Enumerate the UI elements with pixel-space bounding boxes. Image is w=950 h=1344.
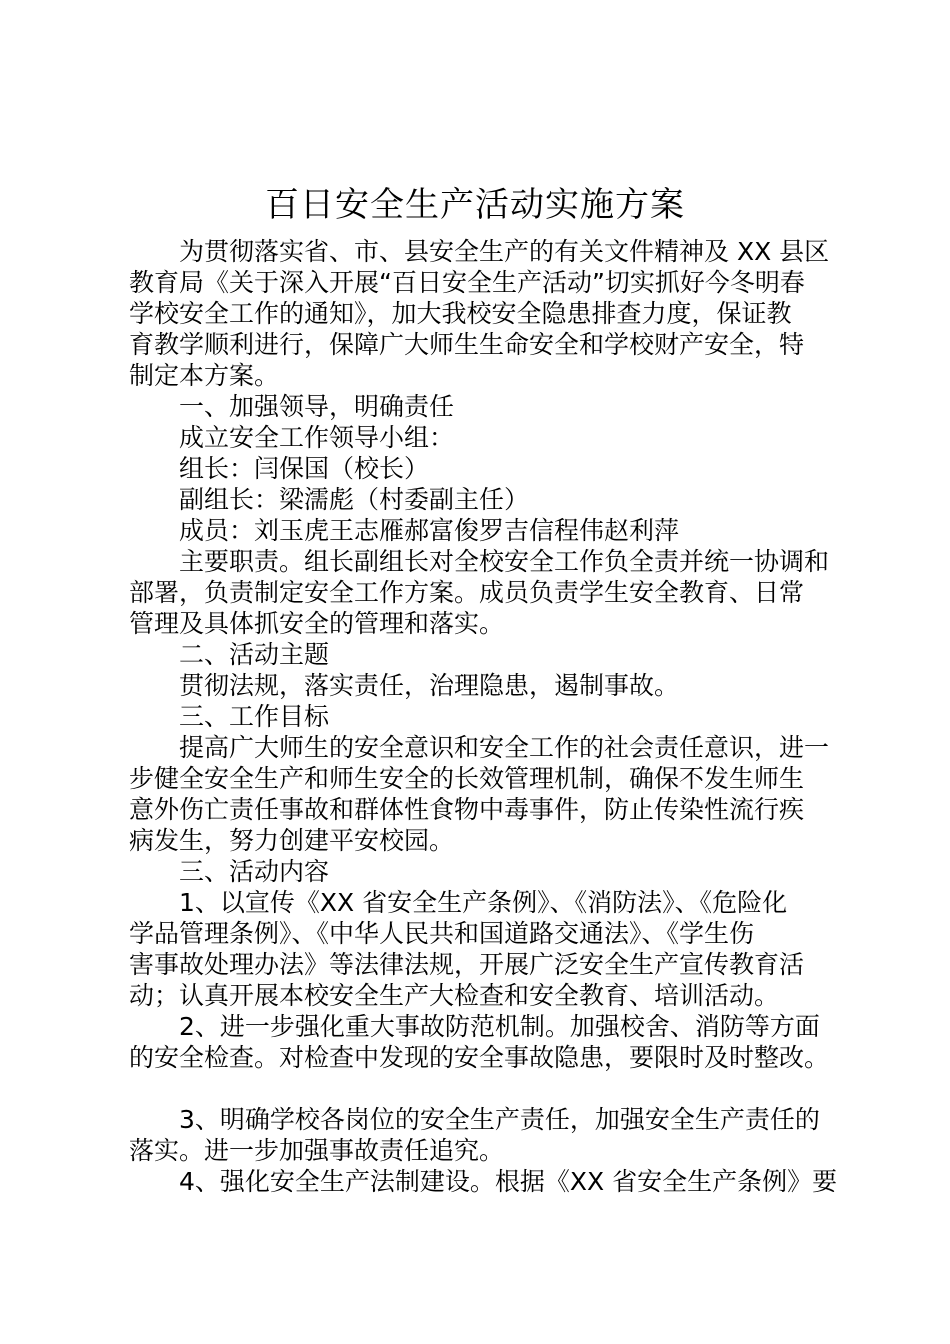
paragraph-line: 2、进一步强化重大事故防范机制。加强校舍、消防等方面 [179,1012,820,1041]
paragraph-line: 学校安全工作的通知》，加大我校安全隐患排查力度，保证教 [129,299,792,328]
paragraph-line: 提高广大师生的安全意识和安全工作的社会责任意识，进一 [179,733,830,762]
paragraph-line: 贯彻法规，落实责任，治理隐患，遏制事故。 [179,671,680,700]
paragraph-line: 制定本方案。 [129,361,280,390]
section-heading: 二、活动主题 [179,640,330,669]
paragraph-line: 步健全安全生产和师生安全的长效管理机制，确保不发生师生 [129,764,805,793]
paragraph-line: 的安全检查。对检查中发现的安全事故隐患，要限时及时整改。 [129,1043,830,1072]
paragraph-line: 管理及具体抓安全的管理和落实。 [129,609,505,638]
paragraph-line: 组长：闫保国（校长） [179,454,430,483]
paragraph-line: 病发生，努力创建平安校园。 [129,826,455,855]
paragraph-line: 部署，负责制定安全工作方案。成员负责学生安全教育、日常 [129,578,805,607]
paragraph-line: 意外伤亡责任事故和群体性食物中毒事件，防止传染性流行疾 [129,795,805,824]
paragraph-line: 成员：刘玉虎王志雁郝富俊罗吉信程伟赵利萍 [179,516,680,545]
paragraph-line: 教育局《关于深入开展“百日安全生产活动”切实抓好今冬明春 [129,268,805,297]
section-heading: 三、工作目标 [179,702,330,731]
paragraph-line: 3、明确学校各岗位的安全生产责任，加强安全生产责任的 [179,1105,820,1134]
paragraph-line: 落实。进一步加强事故责任追究。 [129,1136,505,1165]
document-body [129,236,838,1197]
paragraph-line: 害事故处理办法》等法律法规，开展广泛安全生产宣传教育活 [129,950,805,979]
blank-line [129,1073,829,1104]
paragraph-line: 学品管理条例》、《中华人民共和国道路交通法》、《学生伤 [129,919,755,948]
section-heading: 三、活动内容 [179,857,330,886]
paragraph-line: 动；认真开展本校安全生产大检查和安全教育、培训活动。 [129,981,780,1010]
paragraph-line: 4、强化安全生产法制建设。根据《XX 省安全生产条例》要 [179,1167,838,1196]
paragraph-line: 主要职责。组长副组长对全校安全工作负全责并统一协调和 [179,547,830,576]
paragraph-line: 育教学顺利进行，保障广大师生生命安全和学校财产安全，特 [129,330,805,359]
paragraph-line: 1、以宣传《XX 省安全生产条例》、《消防法》、《危险化 [179,888,788,917]
paragraph-line: 为贯彻落实省、市、县安全生产的有关文件精神及 XX 县区 [179,237,830,266]
paragraph-line: 成立安全工作领导小组： [179,423,455,452]
document-title: 百日安全生产活动实施方案 [265,185,685,225]
paragraph-line: 副组长：梁濡彪（村委副主任） [179,485,530,514]
section-heading: 一、加强领导，明确责任 [179,392,455,421]
